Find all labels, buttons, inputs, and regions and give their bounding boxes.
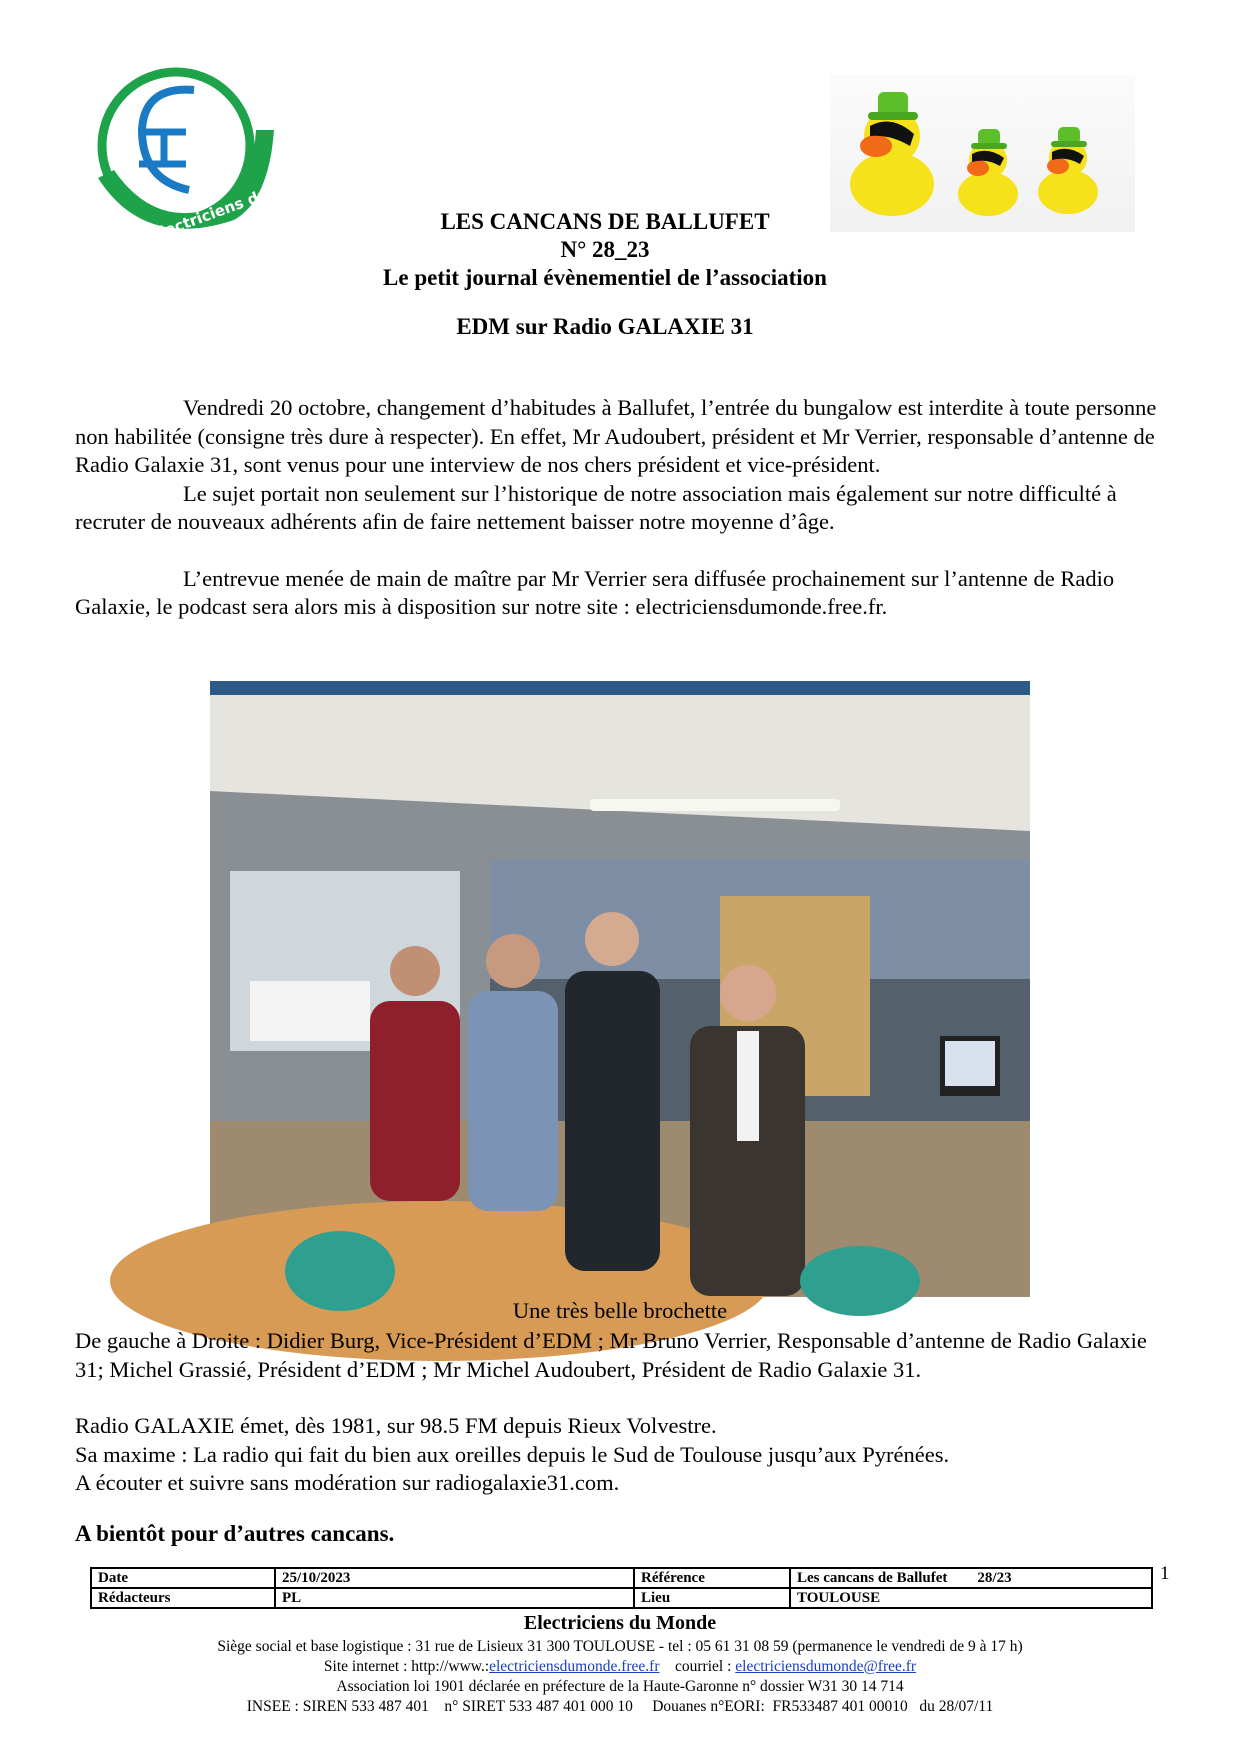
article-headline: EDM sur Radio GALAXIE 31	[456, 314, 754, 339]
people-list: De gauche à Droite : Didier Burg, Vice-Président d’EDM ; Mr Bruno Verrier, Responsable d’antenne de Radio Galaxie 31; Michel Grassié, Président d’EDM ; Mr Michel Audoubert, Président de Radio Galaxie 31.	[75, 1328, 1147, 1382]
website-link[interactable]: electriciensdumonde.free.fr	[489, 1658, 660, 1675]
footer-org: Electriciens du Monde	[523, 1612, 717, 1634]
place-value: TOULOUSE	[790, 1588, 1152, 1608]
paragraph-2: Le sujet portait non seulement sur l’historique de notre association mais également sur notre difficulté à recruter de nouveaux adhérents afin de faire nettement baisser notre moyenne d’âge.	[75, 480, 1117, 534]
email-link[interactable]: electriciensdumonde@free.fr	[735, 1658, 917, 1675]
newsletter-subtitle: Le petit journal évènementiel de l’association	[383, 265, 827, 290]
footer-ids: INSEE : SIREN 533 487 401 n° SIRET 533 487 401 000 10 Douanes n°EORI: FR533487 401 00010 du 28/07/11	[246, 1698, 994, 1715]
authors-label: Rédacteurs	[91, 1588, 275, 1608]
radio-info-1: Radio GALAXIE émet, dès 1981, sur 98.5 FM depuis Rieux Volvestre.	[75, 1413, 717, 1438]
issue-number: N° 28_23	[560, 237, 650, 262]
electriciens-du-monde-logo	[84, 60, 330, 245]
article-body	[75, 394, 1165, 622]
table-row	[91, 1588, 1152, 1608]
date-value: 25/10/2023	[275, 1568, 634, 1588]
closing-line: A bientôt pour d’autres cancans.	[75, 1520, 395, 1546]
newsletter-title: LES CANCANS DE BALLUFET	[440, 209, 770, 234]
radio-info-2: Sa maxime : La radio qui fait du bien aux oreilles depuis le Sud de Toulouse jusqu’aux Pyrénées.	[75, 1441, 950, 1467]
footer-address: Siège social et base logistique : 31 rue de Lisieux 31 300 TOULOUSE - tel : 05 61 31 08 59 (permanence le vendredi de 9 à 17 h)	[217, 1638, 1023, 1655]
table-row	[91, 1568, 1152, 1588]
authors-value: PL	[275, 1588, 634, 1608]
svg-text:Electriciens du Monde: Electriciens du Monde	[147, 163, 330, 245]
page-number: 1	[1160, 1563, 1170, 1584]
group-photo	[210, 681, 1030, 1297]
paragraph-1: Vendredi 20 octobre, changement d’habitudes à Ballufet, l’entrée du bungalow est interdite à toute personne non habilitée (consigne très dure à respecter). En effet, Mr Audoubert, président et Mr Verrier, responsable d’antenne de Radio Galaxie 31, sont venus pour une interview de nos chers président et vice-président.	[75, 395, 1157, 477]
paragraph-3: L’entrevue menée de main de maître par Mr Verrier sera diffusée prochainement sur l’antenne de Radio Galaxie, le podcast sera alors mis à disposition sur notre site : electriciensdumonde.free.fr.	[75, 565, 1115, 619]
site-prefix: Site internet : http://www.:	[323, 1658, 490, 1675]
mail-prefix: courriel :	[675, 1658, 736, 1675]
photo-caption: Une très belle brochette	[512, 1298, 728, 1323]
radio-info-3: A écouter et suivre sans modération sur radiogalaxie31.com.	[75, 1470, 620, 1495]
reference-value: Les cancans de Ballufet 28/23	[790, 1568, 1152, 1588]
footer-contacts	[0, 1657, 1240, 1677]
photo-scene	[210, 681, 1030, 1297]
people-and-radio-info	[75, 1327, 1165, 1548]
date-label: Date	[91, 1568, 275, 1588]
reference-label: Référence	[634, 1568, 790, 1588]
document-info-table	[90, 1567, 1153, 1609]
footer-association: Association loi 1901 déclarée en préfecture de la Haute-Garonne n° dossier W31 30 14 714	[336, 1678, 904, 1695]
place-label: Lieu	[634, 1588, 790, 1608]
